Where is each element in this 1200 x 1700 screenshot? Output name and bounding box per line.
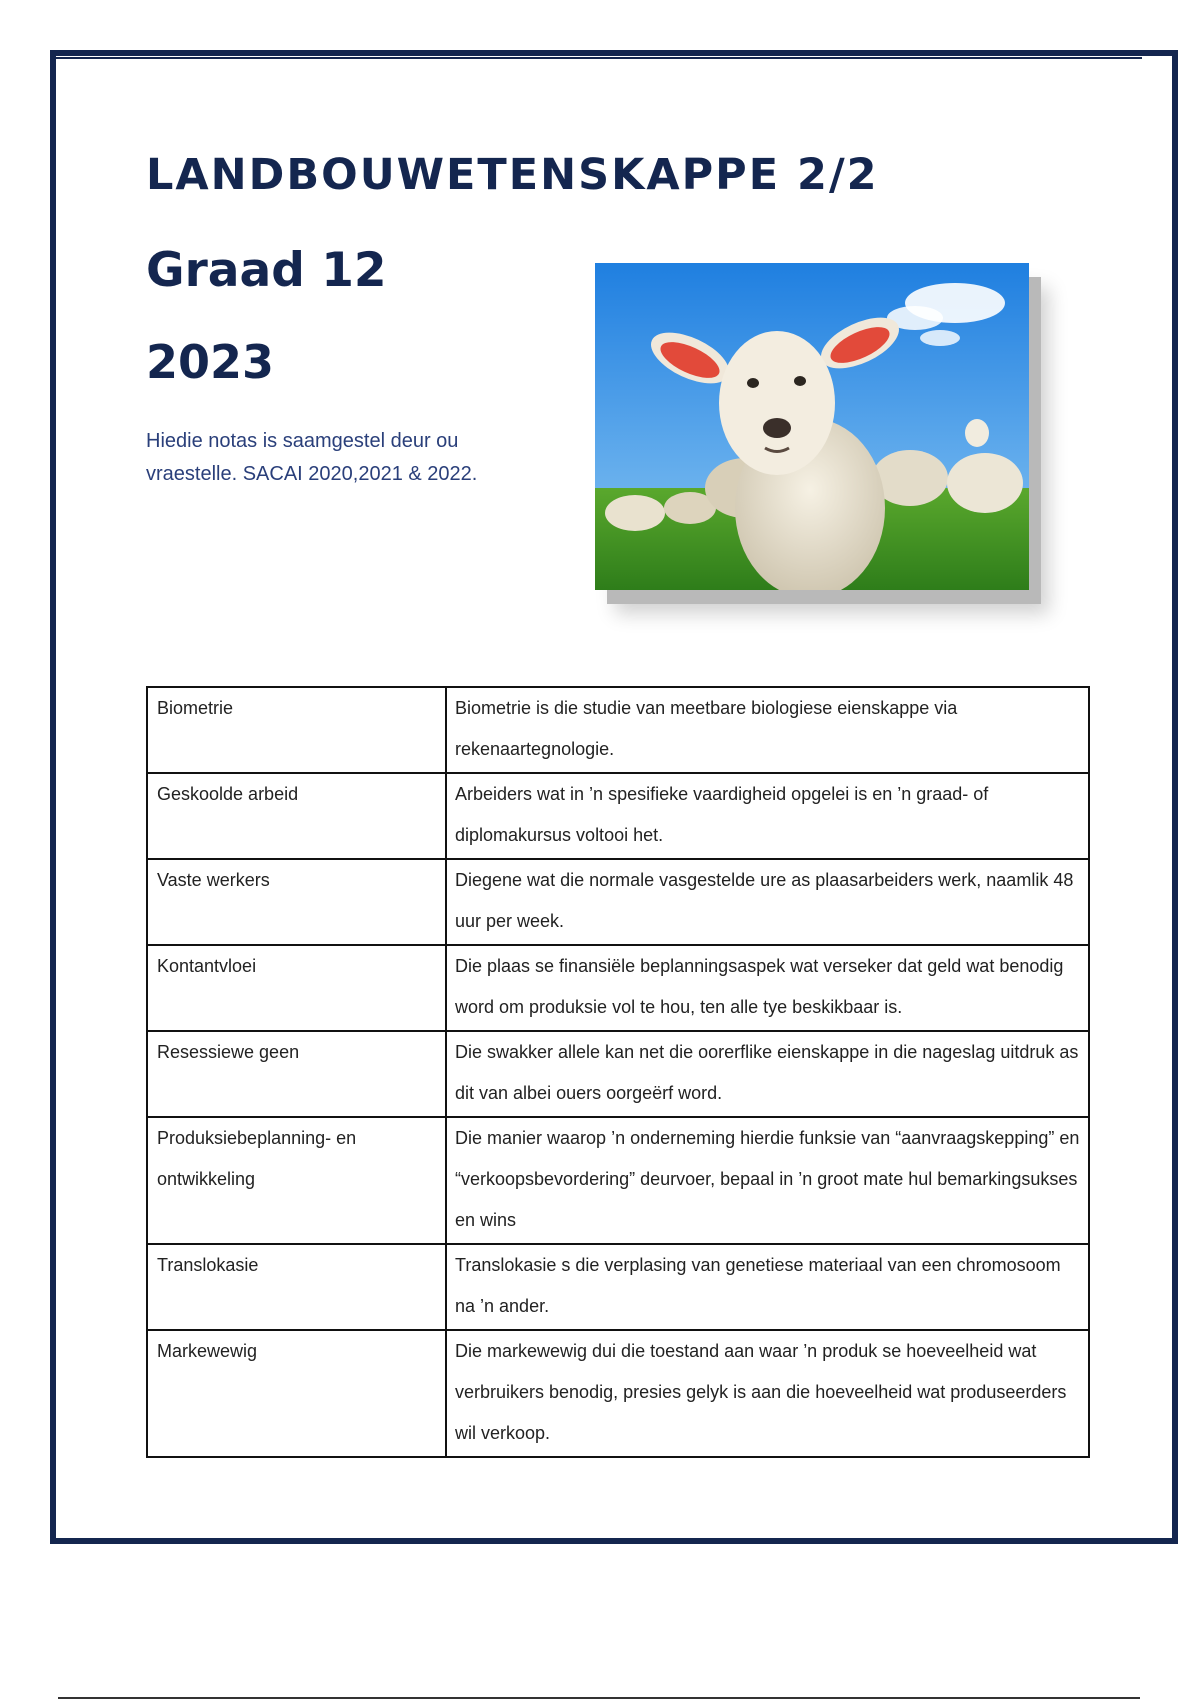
glossary-row	[147, 1031, 1089, 1117]
glossary-row	[147, 945, 1089, 1031]
document-year: 2023	[146, 335, 275, 389]
page-border-top-line	[56, 57, 1142, 59]
glossary-term: Resessiewe geen	[147, 1031, 446, 1117]
glossary-term: Biometrie	[147, 687, 446, 773]
glossary-definition: Arbeiders wat in ’n spesifieke vaardigheid opgelei is en ’n graad- of diplomakursus voltooi het.	[446, 773, 1089, 859]
glossary-definition: Die swakker allele kan net die oorerflike eienskappe in die nageslag uitdruk as dit van albei ouers oorgeërf word.	[446, 1031, 1089, 1117]
glossary-definition: Diegene wat die normale vasgestelde ure as plaasarbeiders werk, naamlik 48 uur per week.	[446, 859, 1089, 945]
footer-divider	[58, 1697, 1140, 1699]
glossary-term: Markewewig	[147, 1330, 446, 1457]
document-intro: Hiedie notas is saamgestel deur ou vraestelle. SACAI 2020,2021 & 2022.	[146, 430, 478, 485]
glossary-row	[147, 1244, 1089, 1330]
glossary-term: Vaste werkers	[147, 859, 446, 945]
glossary-definition: Biometrie is die studie van meetbare biologiese eienskappe via rekenaartegnologie.	[446, 687, 1089, 773]
glossary-term: Produksiebeplanning- en ontwikkeling	[147, 1117, 446, 1244]
glossary-table	[146, 686, 1090, 1458]
glossary-row	[147, 859, 1089, 945]
glossary-definition: Die markewewig dui die toestand aan waar ’n produk se hoeveelheid wat verbruikers benodig, presies gelyk is aan die hoeveelheid wat produseerders wil verkoop.	[446, 1330, 1089, 1457]
glossary-term: Translokasie	[147, 1244, 446, 1330]
glossary-row	[147, 1330, 1089, 1457]
glossary-definition: Die manier waarop ’n onderneming hierdie funksie van “aanvraagskepping” en “verkoopsbevordering” deurvoer, bepaal in ’n groot mate hul bemarkingsukses en wins	[446, 1117, 1089, 1244]
document-title: LANDBOUWETENSKAPPE 2/2	[146, 150, 879, 200]
lamb-photo-image	[595, 263, 1029, 590]
glossary-definition: Die plaas se finansiële beplanningsaspek wat verseker dat geld wat benodig word om produksie vol te hou, ten alle tye beskikbaar is.	[446, 945, 1089, 1031]
lamb-photo	[595, 263, 1029, 590]
glossary-row	[147, 687, 1089, 773]
glossary-definition: Translokasie s die verplasing van genetiese materiaal van een chromosoom na ’n ander.	[446, 1244, 1089, 1330]
glossary-term: Geskoolde arbeid	[147, 773, 446, 859]
glossary-row	[147, 773, 1089, 859]
glossary-row	[147, 1117, 1089, 1244]
document-grade: Graad 12	[146, 243, 387, 298]
glossary-term: Kontantvloei	[147, 945, 446, 1031]
